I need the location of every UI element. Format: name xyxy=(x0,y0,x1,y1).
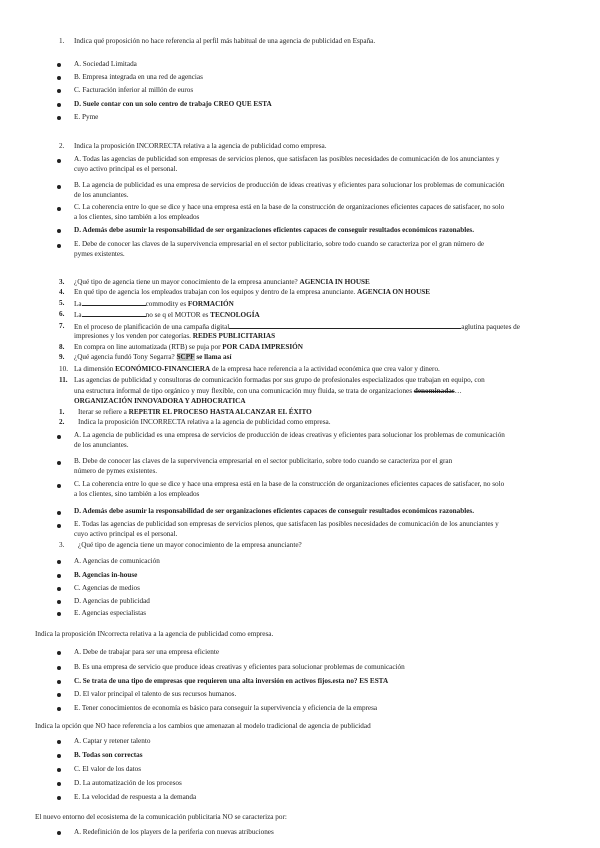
option-b: B. Es una empresa de servicio que produce ideas creativas y eficientes para solucionar problemas de comunicación xyxy=(74,663,405,671)
option-d: D. Agencias de publicidad xyxy=(74,597,150,605)
bullet-icon xyxy=(57,159,61,163)
bullet-icon xyxy=(57,89,61,93)
option-e: E. Agencias especialistas xyxy=(74,609,147,617)
option-b-line2: de los anunciantes. xyxy=(74,191,129,199)
bullet-icon xyxy=(57,207,61,211)
option-c-line2: a los clientes, sino también a los empleados xyxy=(74,213,200,221)
option-c: C. Facturación inferior al millón de euros xyxy=(74,86,194,94)
option-d-selected: D. Además debe asumir la responsabilidad de ser organizaciones eficientes capaces de conseguir resultados económicos razonables. xyxy=(74,226,475,234)
option-a: A. Agencias de comunicación xyxy=(74,557,160,565)
bullet-icon xyxy=(57,666,61,670)
blank-line xyxy=(82,299,146,306)
bullet-icon xyxy=(57,768,61,772)
bullet-icon xyxy=(57,574,61,578)
option-b-line1: B. La agencia de publicidad es una empresa de servicios de producción de ideas creativas y eficientes para solucionar los problemas de comunicación xyxy=(74,181,505,189)
item-answer-highlight: SCPF xyxy=(176,353,195,361)
item-text: ¿Qué tipo de agencia tiene un mayor conocimiento de la empresa anunciante? AGENCIA IN HOUSE xyxy=(74,278,370,286)
bullet-icon xyxy=(57,484,61,488)
item-text: Indica la proposición INCORRECTA relativa a la agencia de publicidad como empresa. xyxy=(78,418,331,426)
option-a-line2: de los anunciantes. xyxy=(74,441,129,449)
bullet-icon xyxy=(57,103,61,107)
option-a: A. Sociedad Limitada xyxy=(74,60,137,68)
bullet-icon xyxy=(57,511,61,515)
question-text: Indica la opción que NO hace referencia a los cambios que amenazan al modelo tradicional de agencia de publicidad xyxy=(35,722,371,730)
bullet-icon xyxy=(57,229,61,233)
item-text-cont: impresiones y los venden por categorías. REDES PUBLICITARIAS xyxy=(74,332,276,340)
item-answer: se llama así xyxy=(196,353,232,361)
item-answer: FORMACIÓN xyxy=(187,300,234,308)
item-number: 3. xyxy=(59,278,65,286)
item-answer: AGENCIA IN HOUSE xyxy=(299,278,370,286)
option-c-line1: C. La coherencia entre lo que se dice y hace una empresa está en la base de la construcción de organizaciones eficientes capaces de satisfacer, no solo xyxy=(74,480,505,488)
bullet-icon xyxy=(57,831,61,835)
bullet-icon xyxy=(57,185,61,189)
bullet-icon xyxy=(57,600,61,604)
item-answer: POR CADA IMPRESIÓN xyxy=(222,343,303,351)
item-text: La commodity es FORMACIÓN xyxy=(74,300,234,308)
question-number: 3. xyxy=(59,541,65,549)
question-number: 1. xyxy=(59,37,65,45)
question-text: Indica qué proposición no hace referencia al perfil más habitual de una agencia de publicidad en España. xyxy=(74,37,376,45)
item-answer: TECNOLOGÍA xyxy=(210,311,260,319)
bullet-icon xyxy=(57,76,61,80)
item-text: En el proceso de planificación de una campaña digital aglutina paquetes de xyxy=(74,323,520,331)
question-text: Indica la proposición INcorrecta relativa a la agencia de publicidad como empresa. xyxy=(35,630,274,638)
option-e: E. Pyme xyxy=(74,113,99,121)
bullet-icon xyxy=(57,707,61,711)
option-d: D. El valor principal el talento de sus recursos humanos. xyxy=(74,690,237,698)
bullet-icon xyxy=(57,680,61,684)
bullet-icon xyxy=(57,461,61,465)
item-number: 7. xyxy=(59,322,65,330)
item-text: La no se q el MOTOR es TECNOLOGÍA xyxy=(74,311,260,319)
bullet-icon xyxy=(57,244,61,248)
option-b-line1: B. Debe de conocer las claves de la supervivencia empresarial en el sector publicitario, sobre todo cuando se caracteriza por el gran xyxy=(74,457,453,465)
item-answer: REDES PUBLICITARIAS xyxy=(192,332,276,340)
option-e-line1: E. Todas las agencias de publicidad son empresas de servicios plenos, que satisfacen las posibles necesidades de comunicación de los anunciantes y xyxy=(74,520,499,528)
question-text: El nuevo entorno del ecosistema de la comunicación publicitaria NO se caracteriza por: xyxy=(35,813,287,821)
item-number: 1. xyxy=(59,408,65,416)
option-e-line1: E. Debe de conocer las claves de la supervivencia empresarial en el sector publicitario, sobre todo cuando se caracteriza por el gran número de xyxy=(74,240,485,248)
item-number: 9. xyxy=(59,353,65,361)
item-number: 10. xyxy=(59,365,68,373)
option-c: C. Agencias de medios xyxy=(74,584,140,592)
bullet-icon xyxy=(57,612,61,616)
blank-line xyxy=(82,310,146,317)
option-a-line1: A. La agencia de publicidad es una empresa de servicios de producción de ideas creativas y eficientes para solucionar los problemas de comunicación xyxy=(74,431,505,439)
option-c-line2: a los clientes, sino también a los empleados xyxy=(74,490,200,498)
bullet-icon xyxy=(57,63,61,67)
option-c: C. El valor de los datos xyxy=(74,765,142,773)
option-a: A. Redefinición de los players de la periferia con nuevas atribuciones xyxy=(74,828,274,836)
option-d-selected: D. Además debe asumir la responsabilidad de ser organizaciones eficientes capaces de conseguir resultados económicos razonables. xyxy=(74,507,475,515)
option-e-line2: pymes existentes. xyxy=(74,250,125,258)
option-d: D. La automatización de los procesos xyxy=(74,779,182,787)
item-strikethrough: denominadas xyxy=(413,387,455,395)
option-c-selected: C. Se trata de una tipo de empresas que requieren una alta inversión en activos fijos.esta no? ES ESTA xyxy=(74,677,389,685)
bullet-icon xyxy=(57,560,61,564)
bullet-icon xyxy=(57,740,61,744)
item-text: La dimensión ECONÓMICO-FINANCIERA de la empresa hace referencia a la actividad económica que crea valor y dinero. xyxy=(74,365,440,373)
option-a-line1: A. Todas las agencias de publicidad son empresas de servicios plenos, que satisfacen las posibles necesidades de comunicación de los anunciantes y xyxy=(74,155,500,163)
item-number: 11. xyxy=(59,376,68,384)
item-number: 8. xyxy=(59,343,65,351)
option-d-selected: D. Suele contar con un solo centro de trabajo CREO QUE ESTA xyxy=(74,100,272,108)
option-a: A. Captar y retener talento xyxy=(74,737,151,745)
item-text: En qué tipo de agencia los empleados trabajan con los equipos y dentro de la empresa anunciante. AGENCIA ON HOUSE xyxy=(74,288,431,296)
option-b-line2: número de pymes existentes. xyxy=(74,467,158,475)
option-a-line2: cuyo activo principal es el personal. xyxy=(74,165,178,173)
option-e: E. Tener conocimientos de economía es básico para conseguir la supervivencia y eficiencia de la empresa xyxy=(74,704,378,712)
item-text: Iterar se refiere a REPETIR EL PROCESO HASTA ALCANZAR EL ÉXITO xyxy=(78,408,312,416)
item-text: En compra on line automatizada (RTB) se puja por POR CADA IMPRESIÓN xyxy=(74,343,303,351)
question-text: ¿Qué tipo de agencia tiene un mayor conocimiento de la empresa anunciante? xyxy=(78,541,302,549)
question-number: 2. xyxy=(59,142,65,150)
bullet-icon xyxy=(57,587,61,591)
item-answer: ECONÓMICO-FINANCIERA xyxy=(115,365,211,373)
bullet-icon xyxy=(57,435,61,439)
question-text: Indica la proposición INCORRECTA relativa a la agencia de publicidad como empresa. xyxy=(74,142,327,150)
item-text: Las agencias de publicidad y consultoras de comunicación formadas por sus grupo de profesionales especializados que trabajan en equipo, con xyxy=(74,376,485,384)
option-b-selected: B. Todas son correctas xyxy=(74,751,143,759)
option-e: E. La velocidad de respuesta a la demanda xyxy=(74,793,197,801)
bullet-icon xyxy=(57,693,61,697)
item-number: 5. xyxy=(59,299,65,307)
item-text-cont: una estructura informal de tipo orgánico y muy flexible, con una comunicación muy fluida, se trata de organizaciones denominadas… xyxy=(74,387,462,395)
option-b-selected: B. Agencias in-house xyxy=(74,571,138,579)
option-b: B. Empresa integrada en una red de agencias xyxy=(74,73,203,81)
item-number: 6. xyxy=(59,310,65,318)
bullet-icon xyxy=(57,754,61,758)
bullet-icon xyxy=(57,524,61,528)
bullet-icon xyxy=(57,796,61,800)
option-e-line2: cuyo activo principal es el personal. xyxy=(74,530,178,538)
option-a: A. Debe de trabajar para ser una empresa eficiente xyxy=(74,648,220,656)
item-answer: ORGANIZACIÓN INNOVADORA Y ADHOCRATICA xyxy=(74,397,246,405)
item-number: 4. xyxy=(59,288,65,296)
bullet-icon xyxy=(57,782,61,786)
bullet-icon xyxy=(57,651,61,655)
option-c-line1: C. La coherencia entre lo que se dice y hace una empresa está en la base de la construcción de organizaciones eficientes capaces de satisfacer, no solo xyxy=(74,203,505,211)
item-answer: AGENCIA ON HOUSE xyxy=(357,288,431,296)
item-number: 2. xyxy=(59,418,65,426)
blank-line xyxy=(229,322,461,329)
bullet-icon xyxy=(57,116,61,120)
item-text: ¿Qué agencia fundó Tony Segarra? SCPF se llama así xyxy=(74,353,232,361)
item-answer: REPETIR EL PROCESO HASTA ALCANZAR EL ÉXITO xyxy=(128,408,312,416)
